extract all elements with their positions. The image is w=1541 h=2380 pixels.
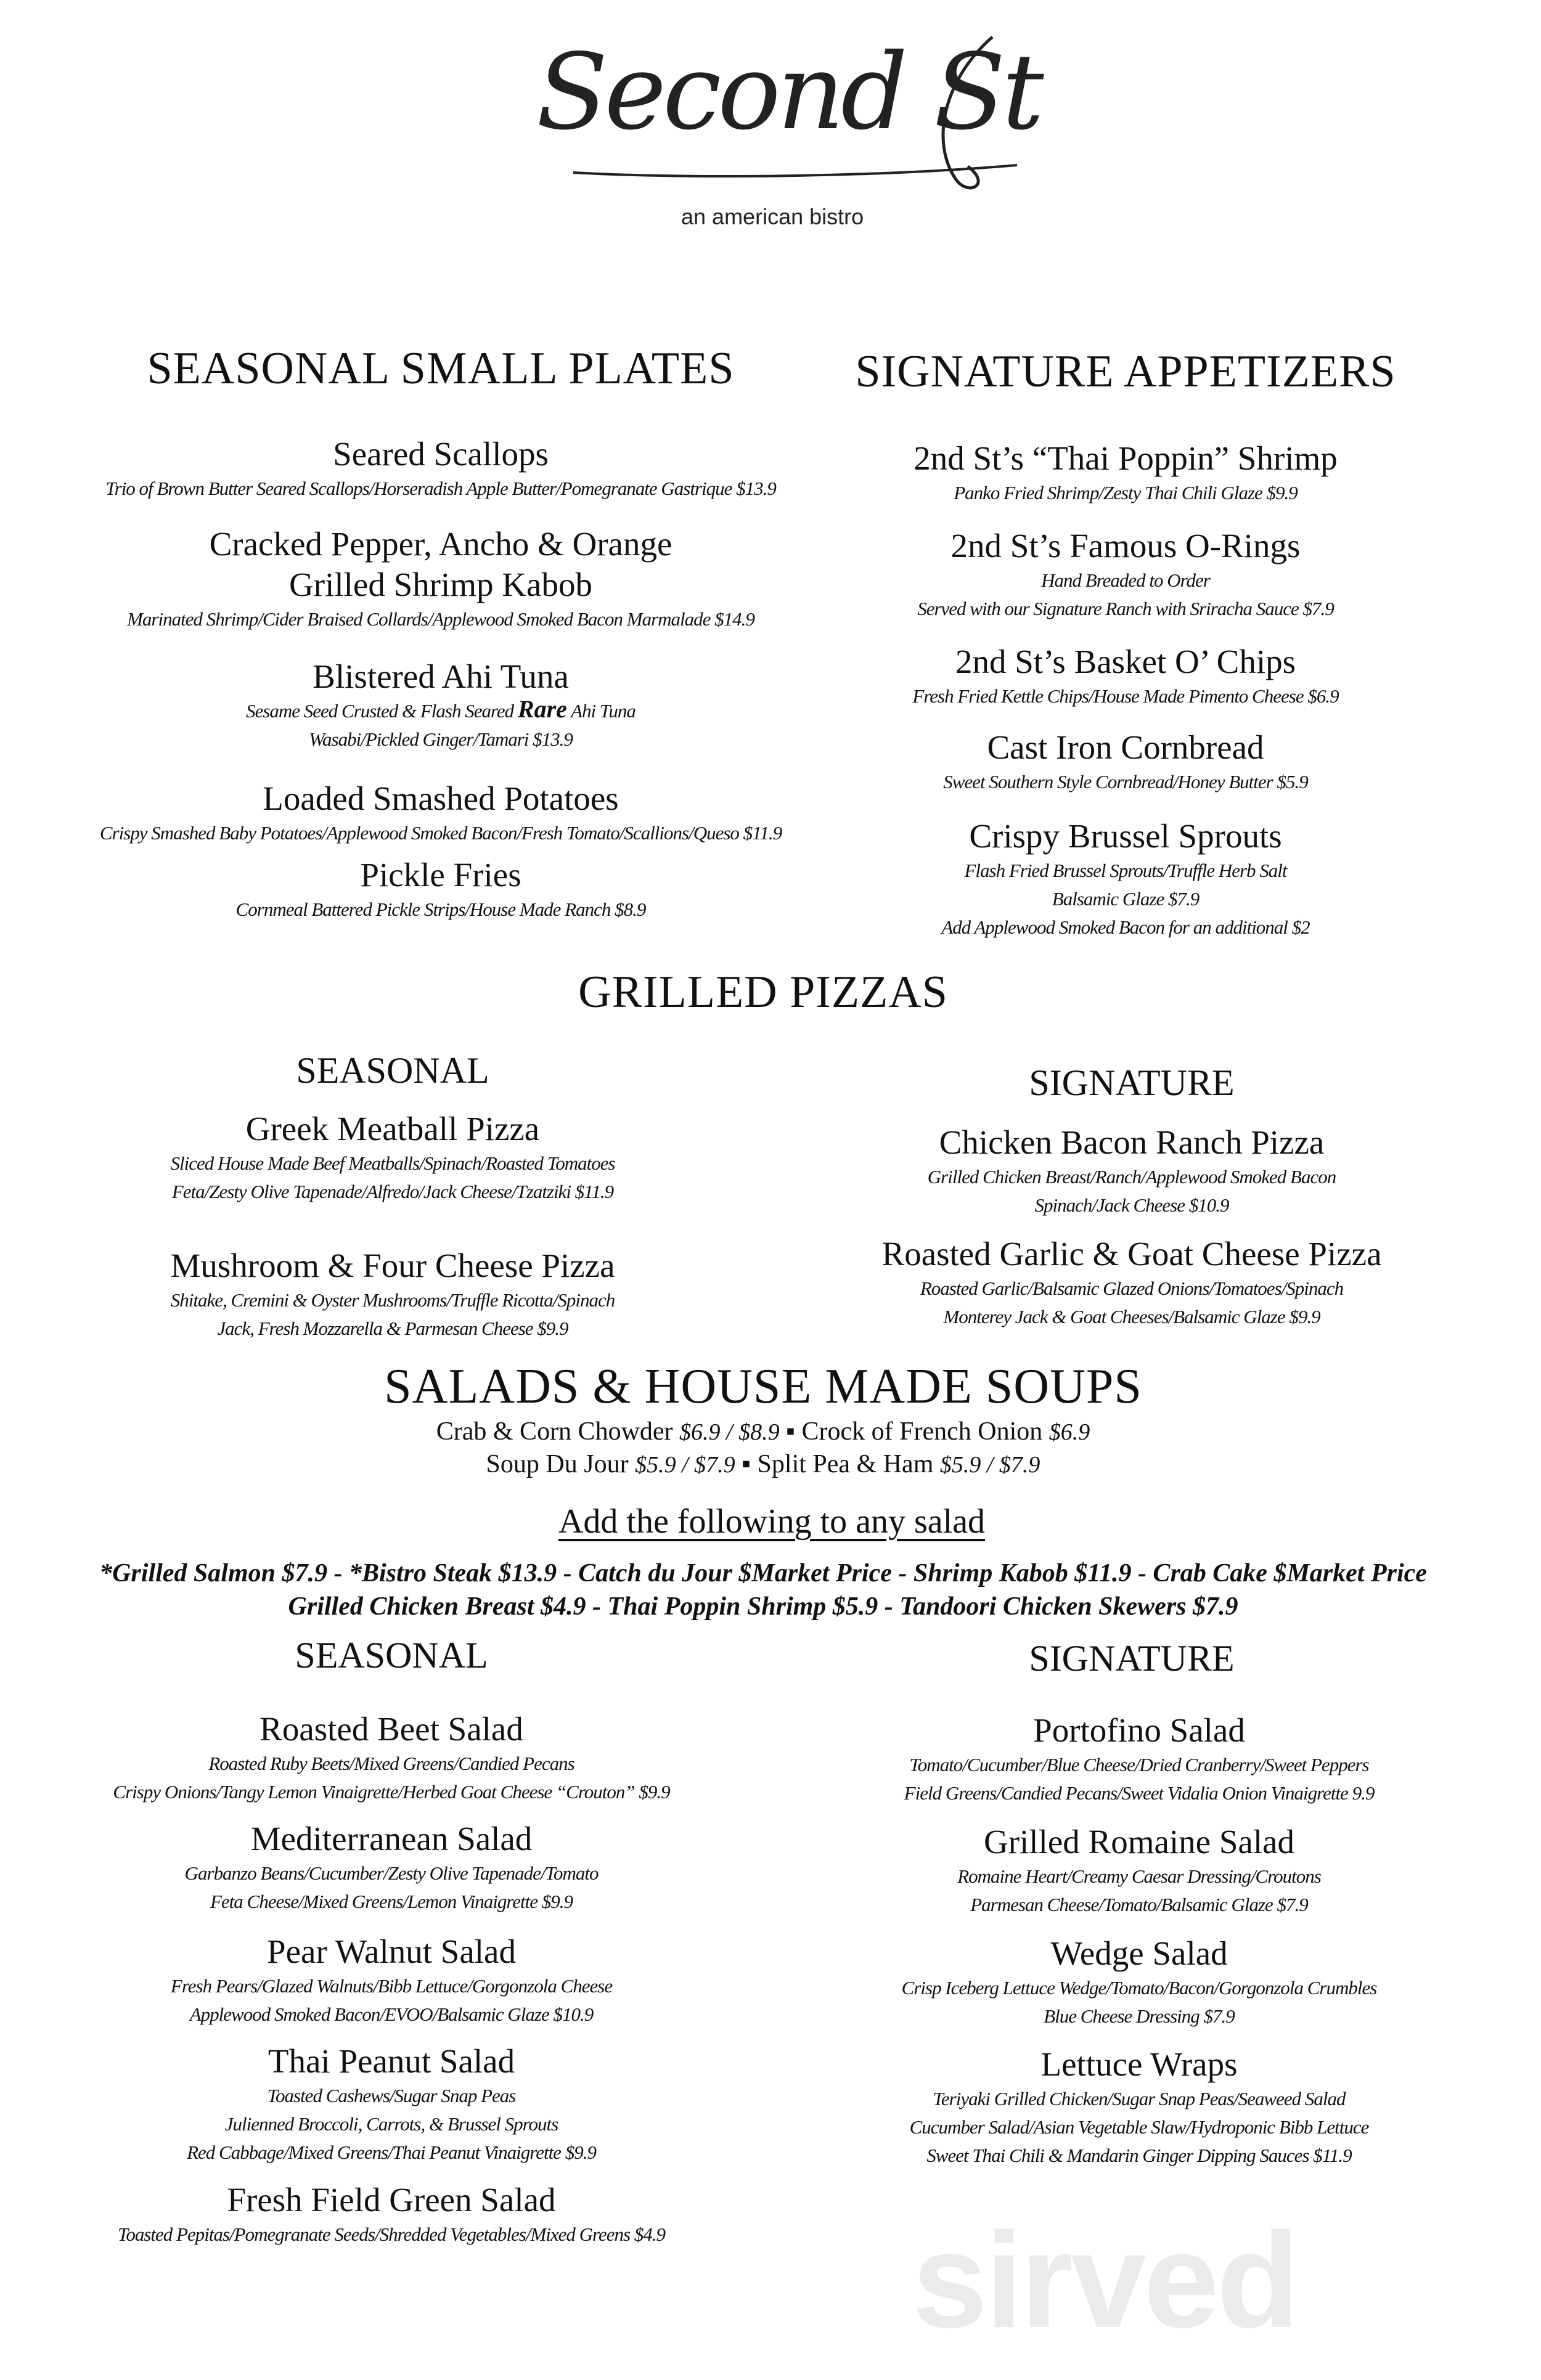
logo-text: Second St xyxy=(536,31,1040,153)
appetizers-heading: SIGNATURE APPETIZERS xyxy=(855,346,1396,397)
menu-item xyxy=(185,1819,599,1916)
watermark xyxy=(912,2206,1297,2354)
item-description: Roasted Garlic/Balsamic Glazed Onions/Tomatoes/Spinach xyxy=(920,1278,1344,1299)
item-description: Tomato/Cucumber/Blue Cheese/Dried Cranberry/Sweet Peppers xyxy=(909,1754,1369,1775)
menu-item xyxy=(957,1822,1321,1919)
item-description: Crisp Iceberg Lettuce Wedge/Tomato/Bacon/Gorgonzola Crumbles xyxy=(901,1977,1377,1999)
description-text: Ahi Tuna xyxy=(566,700,636,722)
item-title: Thai Peanut Salad xyxy=(268,2042,515,2080)
logo xyxy=(524,18,1048,253)
item-description: Garbanzo Beans/Cucumber/Zesty Olive Tapenade/Tomato xyxy=(184,1862,599,1884)
pizzas-heading: GRILLED PIZZAS xyxy=(578,967,948,1017)
item-description: Add Applewood Smoked Bacon for an additional $2 xyxy=(941,916,1310,938)
item-description: Wasabi/Pickled Ginger/Tamari $13.9 xyxy=(309,728,573,750)
separator-icon: ▪ xyxy=(786,1417,795,1446)
item-title: Portofino Salad xyxy=(1033,1711,1245,1749)
item-title: Roasted Garlic & Goat Cheese Pizza xyxy=(881,1235,1382,1273)
item-description: Cornmeal Battered Pickle Strips/House Made Ranch $8.9 xyxy=(235,899,646,920)
menu-item xyxy=(113,1709,669,1806)
item-description: Julienned Broccoli, Carrots, & Brussel Sprouts xyxy=(224,2113,558,2135)
menu-item xyxy=(171,1931,612,2029)
watermark-text: sirved xyxy=(912,2204,1298,2356)
pizzas-seasonal-label: SEASONAL xyxy=(296,1050,489,1091)
item-description: Sweet Southern Style Cornbread/Honey Butter $5.9 xyxy=(943,771,1308,793)
addons-line-1: *Grilled Salmon $7.9 - *Bistro Steak $13.9 - Catch du Jour $Market Price - Shrimp Kabob $11.9 - Crab Cake $Market Price xyxy=(99,1559,1427,1587)
item-description: Spinach/Jack Cheese $10.9 xyxy=(1034,1194,1229,1216)
item-title: Cast Iron Cornbread xyxy=(987,728,1264,766)
item-title: Blistered Ahi Tuna xyxy=(313,658,569,695)
item-description: Jack, Fresh Mozzarella & Parmesan Cheese $9.9 xyxy=(217,1318,568,1339)
addons-line-2: Grilled Chicken Breast $4.9 - Thai Poppin Shrimp $5.9 - Tandoori Chicken Skewers $7.9 xyxy=(288,1592,1238,1621)
item-title: 2nd St’s Basket O’ Chips xyxy=(955,643,1296,680)
item-description: Parmesan Cheese/Tomato/Balsamic Glaze $7.9 xyxy=(970,1894,1308,1915)
menu-item xyxy=(236,855,646,924)
item-description: Fresh Pears/Glazed Walnuts/Bibb Lettuce/Gorgonzola Cheese xyxy=(170,1975,613,1997)
description-text: Sesame Seed Crusted & Flash Seared xyxy=(246,700,518,722)
item-title: Fresh Field Green Salad xyxy=(227,2181,556,2219)
soup-name: Split Pea & Ham xyxy=(757,1450,934,1478)
item-title: Greek Meatball Pizza xyxy=(245,1110,540,1147)
item-title: 2nd St’s Famous O-Rings xyxy=(950,527,1301,564)
item-description: Trio of Brown Butter Seared Scallops/Horseradish Apple Butter/Pomegranate Gastrique $13.9 xyxy=(105,478,776,499)
menu-item xyxy=(118,2180,665,2249)
salads-seasonal-label: SEASONAL xyxy=(295,1635,488,1676)
item-title: Mushroom & Four Cheese Pizza xyxy=(170,1247,615,1284)
item-description: Shitake, Cremini & Oyster Mushrooms/Truffle Ricotta/Spinach xyxy=(170,1289,615,1311)
item-title: Lettuce Wraps xyxy=(1040,2045,1238,2083)
item-description: Blue Cheese Dressing $7.9 xyxy=(1044,2005,1235,2027)
item-title: Mediterranean Salad xyxy=(250,1820,533,1857)
item-description: Cucumber Salad/Asian Vegetable Slaw/Hydroponic Bibb Lettuce xyxy=(909,2116,1369,2138)
menu-item xyxy=(904,1710,1375,1807)
item-description: Applewood Smoked Bacon/EVOO/Balsamic Glaze $10.9 xyxy=(189,2003,594,2025)
item-title: Wedge Salad xyxy=(1050,1934,1228,1972)
item-emphasis: Rare xyxy=(517,695,567,723)
addons-heading: Add the following to any salad xyxy=(558,1502,986,1541)
salads-heading: SALADS & HOUSE MADE SOUPS xyxy=(384,1359,1142,1414)
menu-item xyxy=(187,2041,596,2167)
item-description: Hand Breaded to Order xyxy=(1041,569,1210,591)
item-title: Loaded Smashed Potatoes xyxy=(263,780,619,817)
soup-price: $6.9 / $8.9 xyxy=(679,1419,780,1445)
soup-price: $5.9 / $7.9 xyxy=(939,1452,1040,1478)
item-title: Grilled Romaine Salad xyxy=(983,1823,1295,1860)
item-description: Sliced House Made Beef Meatballs/Spinach/Roasted Tomatoes xyxy=(170,1152,615,1174)
menu-item xyxy=(943,727,1307,796)
item-description xyxy=(246,697,636,725)
item-description: Roasted Ruby Beets/Mixed Greens/Candied Pecans xyxy=(208,1753,574,1774)
menu-item xyxy=(105,434,776,503)
menu-item xyxy=(127,524,754,634)
item-description: Toasted Pepitas/Pomegranate Seeds/Shredded Vegetables/Mixed Greens $4.9 xyxy=(117,2223,666,2245)
item-description: Feta/Zesty Olive Tapenade/Alfredo/Jack Cheese/Tzatziki $11.9 xyxy=(171,1181,614,1202)
item-description: Fresh Fried Kettle Chips/House Made Pimento Cheese $6.9 xyxy=(912,685,1339,707)
item-description: Romaine Heart/Creamy Caesar Dressing/Croutons xyxy=(957,1865,1321,1887)
item-description: Red Cabbage/Mixed Greens/Thai Peanut Vinaigrette $9.9 xyxy=(187,2142,596,2163)
menu-item xyxy=(914,438,1338,507)
menu-item xyxy=(941,816,1309,942)
item-description: Marinated Shrimp/Cider Braised Collards/Applewood Smoked Bacon Marmalade $14.9 xyxy=(127,608,754,630)
soup-price: $6.9 xyxy=(1048,1419,1090,1445)
item-description: Panko Fried Shrimp/Zesty Thai Chili Glaze $9.9 xyxy=(954,482,1298,503)
soup-name: Soup Du Jour xyxy=(486,1450,629,1478)
item-title: Pear Walnut Salad xyxy=(267,1933,516,1970)
menu-item xyxy=(928,1122,1336,1220)
menu-item xyxy=(170,1109,615,1206)
logo-tagline: an american bistro xyxy=(681,204,864,229)
item-title: Grilled Shrimp Kabob xyxy=(289,566,592,603)
item-description: Toasted Cashews/Sugar Snap Peas xyxy=(267,2085,516,2106)
pizzas-signature-label: SIGNATURE xyxy=(1029,1062,1235,1103)
item-description: Feta Cheese/Mixed Greens/Lemon Vinaigrette $9.9 xyxy=(210,1891,573,1912)
item-description: Field Greens/Candied Pecans/Sweet Vidalia Onion Vinaigrette 9.9 xyxy=(904,1782,1375,1804)
soup-name: Crab & Corn Chowder xyxy=(436,1417,673,1446)
menu-item xyxy=(917,526,1334,623)
item-description: Teriyaki Grilled Chicken/Sugar Snap Peas/Seaweed Salad xyxy=(933,2088,1346,2109)
soup-price: $5.9 / $7.9 xyxy=(635,1452,735,1478)
item-description: Crispy Onions/Tangy Lemon Vinaigrette/Herbed Goat Cheese “Crouton” $9.9 xyxy=(113,1781,670,1803)
soup-line xyxy=(436,1448,1090,1481)
menu-item xyxy=(170,1245,615,1343)
soups-list xyxy=(436,1416,1090,1481)
menu-item xyxy=(246,656,636,754)
menu-item xyxy=(910,2044,1369,2170)
small-plates-heading: SEASONAL SMALL PLATES xyxy=(147,343,735,394)
item-description: Sweet Thai Chili & Mandarin Ginger Dipping Sauces $11.9 xyxy=(926,2145,1352,2166)
item-title: 2nd St’s “Thai Poppin” Shrimp xyxy=(914,439,1338,477)
item-title: Crispy Brussel Sprouts xyxy=(969,817,1282,855)
item-title: Chicken Bacon Ranch Pizza xyxy=(939,1123,1325,1161)
salads-signature-label: SIGNATURE xyxy=(1029,1638,1235,1679)
item-description: Balsamic Glaze $7.9 xyxy=(1052,888,1200,910)
item-description: Monterey Jack & Goat Cheeses/Balsamic Glaze $9.9 xyxy=(943,1306,1320,1327)
menu-item xyxy=(882,1234,1382,1331)
item-title: Roasted Beet Salad xyxy=(260,1710,523,1748)
item-description: Grilled Chicken Breast/Ranch/Applewood Smoked Bacon xyxy=(927,1166,1336,1188)
item-title: Cracked Pepper, Ancho & Orange xyxy=(209,525,672,563)
menu-item xyxy=(902,1933,1377,2031)
menu-item xyxy=(912,642,1338,711)
item-description: Crispy Smashed Baby Potatoes/Applewood Smoked Bacon/Fresh Tomato/Scallions/Queso $11.9 xyxy=(99,822,782,844)
soup-line xyxy=(436,1416,1090,1448)
soup-name: Crock of French Onion xyxy=(801,1417,1043,1446)
separator-icon: ▪ xyxy=(742,1450,751,1478)
item-description: Flash Fried Brussel Sprouts/Truffle Herb Salt xyxy=(964,860,1287,881)
menu-item xyxy=(100,778,782,847)
item-description: Served with our Signature Ranch with Sriracha Sauce $7.9 xyxy=(917,598,1334,619)
item-title: Seared Scallops xyxy=(333,435,549,473)
item-title: Pickle Fries xyxy=(360,856,521,894)
